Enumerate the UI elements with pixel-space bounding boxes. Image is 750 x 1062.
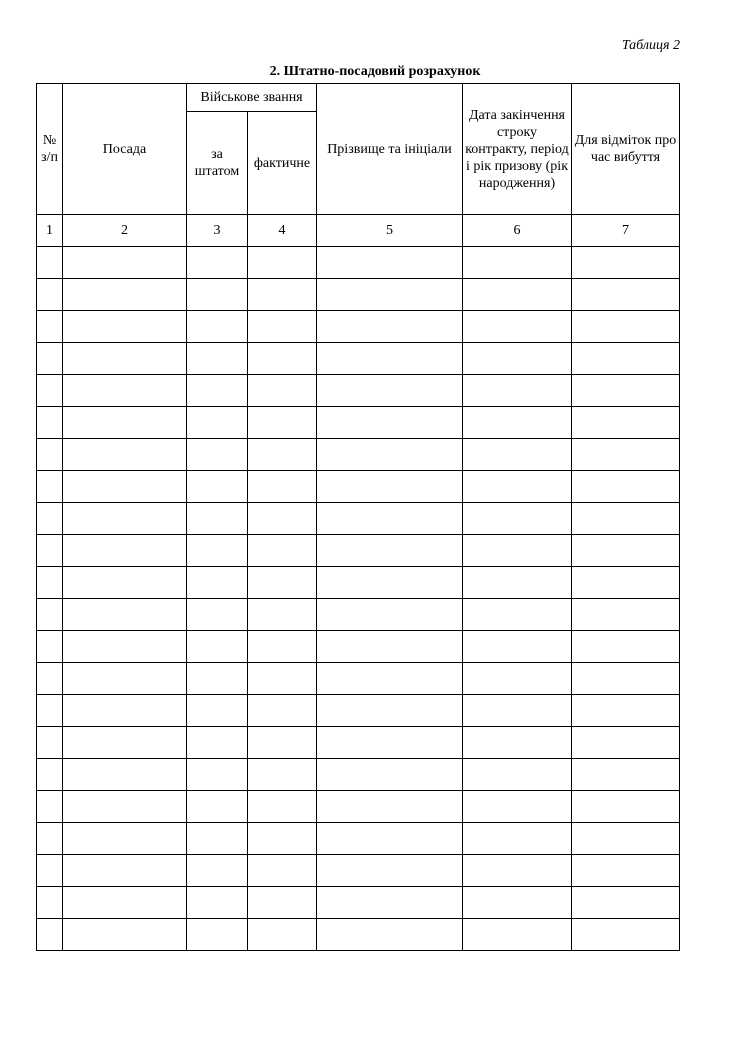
- table-cell: [317, 791, 463, 823]
- table-cell: [37, 471, 63, 503]
- table-cell: [37, 343, 63, 375]
- table-cell: [317, 631, 463, 663]
- table-cell: [463, 375, 572, 407]
- table-cell: [572, 695, 680, 727]
- table-cell: [248, 439, 317, 471]
- table-cell: [63, 791, 187, 823]
- table-cell: [317, 375, 463, 407]
- table-cell: [317, 823, 463, 855]
- table-cell: [187, 503, 248, 535]
- table-cell: [248, 343, 317, 375]
- table-cell: [463, 279, 572, 311]
- table-cell: [63, 599, 187, 631]
- table-cell: [63, 247, 187, 279]
- table-cell: [248, 695, 317, 727]
- table-row: [37, 887, 680, 919]
- table-cell: [63, 567, 187, 599]
- table-cell: [572, 855, 680, 887]
- column-number: 4: [248, 215, 317, 247]
- table-cell: [317, 695, 463, 727]
- table-cell: [317, 919, 463, 951]
- table-cell: [187, 791, 248, 823]
- table-cell: [37, 311, 63, 343]
- col-header-departure: Для відміток про час вибуття: [572, 84, 680, 215]
- column-number: 7: [572, 215, 680, 247]
- table-cell: [187, 343, 248, 375]
- table-cell: [37, 695, 63, 727]
- column-number: 6: [463, 215, 572, 247]
- table-cell: [187, 567, 248, 599]
- table-cell: [317, 727, 463, 759]
- table-cell: [37, 503, 63, 535]
- table-cell: [37, 599, 63, 631]
- table-cell: [317, 503, 463, 535]
- table-row: [37, 535, 680, 567]
- table-cell: [248, 311, 317, 343]
- table-cell: [572, 247, 680, 279]
- table-cell: [187, 823, 248, 855]
- table-cell: [463, 919, 572, 951]
- table-cell: [572, 311, 680, 343]
- column-number: 3: [187, 215, 248, 247]
- table-cell: [63, 407, 187, 439]
- table-cell: [187, 855, 248, 887]
- table-cell: [317, 535, 463, 567]
- table-cell: [37, 663, 63, 695]
- table-cell: [317, 471, 463, 503]
- table-row: [37, 599, 680, 631]
- table-row: [37, 663, 680, 695]
- table-cell: [463, 791, 572, 823]
- table-cell: [463, 759, 572, 791]
- table-body: [37, 215, 680, 951]
- table-cell: [572, 631, 680, 663]
- table-row: [37, 567, 680, 599]
- table-cell: [37, 855, 63, 887]
- table-cell: [248, 823, 317, 855]
- table-cell: [463, 311, 572, 343]
- col-header-rank-actual: фактичне: [248, 112, 317, 215]
- table-cell: [463, 439, 572, 471]
- table-cell: [63, 823, 187, 855]
- table-cell: [187, 471, 248, 503]
- table-cell: [463, 503, 572, 535]
- table-cell: [317, 343, 463, 375]
- table-cell: [63, 759, 187, 791]
- column-number: 5: [317, 215, 463, 247]
- table-cell: [572, 471, 680, 503]
- table-cell: [572, 343, 680, 375]
- table-cell: [572, 375, 680, 407]
- table-cell: [63, 887, 187, 919]
- table-cell: [37, 567, 63, 599]
- table-cell: [248, 631, 317, 663]
- table-row: [37, 919, 680, 951]
- table-row: [37, 407, 680, 439]
- table-cell: [63, 439, 187, 471]
- table-cell: [463, 887, 572, 919]
- table-cell: [572, 663, 680, 695]
- table-cell: [248, 727, 317, 759]
- table-cell: [37, 247, 63, 279]
- table-cell: [37, 439, 63, 471]
- table-cell: [187, 311, 248, 343]
- table-cell: [463, 631, 572, 663]
- table-row: [37, 311, 680, 343]
- table-row: [37, 823, 680, 855]
- table-row: [37, 759, 680, 791]
- table-cell: [317, 279, 463, 311]
- table-cell: [572, 791, 680, 823]
- table-cell: [248, 247, 317, 279]
- table-cell: [572, 599, 680, 631]
- table-cell: [463, 727, 572, 759]
- table-cell: [187, 727, 248, 759]
- table-cell: [187, 599, 248, 631]
- table-cell: [37, 535, 63, 567]
- table-cell: [572, 503, 680, 535]
- table-cell: [248, 919, 317, 951]
- table-cell: [187, 279, 248, 311]
- page-title: 2. Штатно-посадовий розрахунок: [269, 64, 481, 79]
- table-cell: [187, 631, 248, 663]
- table-cell: [463, 247, 572, 279]
- table-cell: [37, 727, 63, 759]
- table-cell: [63, 855, 187, 887]
- table-row: [37, 375, 680, 407]
- table-cell: [572, 535, 680, 567]
- table-cell: [63, 535, 187, 567]
- table-cell: [572, 567, 680, 599]
- table-cell: [572, 887, 680, 919]
- table-row: [37, 247, 680, 279]
- table-cell: [463, 823, 572, 855]
- table-cell: [248, 791, 317, 823]
- table-row: [37, 471, 680, 503]
- table-cell: [317, 439, 463, 471]
- table-row: [37, 439, 680, 471]
- table-cell: [572, 919, 680, 951]
- table-cell: [187, 535, 248, 567]
- table-cell: [317, 599, 463, 631]
- table-cell: [248, 279, 317, 311]
- table-cell: [317, 759, 463, 791]
- table-cell: [317, 663, 463, 695]
- table-cell: [463, 599, 572, 631]
- col-header-military-rank: Військове звання: [187, 84, 317, 112]
- table-cell: [63, 375, 187, 407]
- table-cell: [248, 375, 317, 407]
- col-header-number: № з/п: [37, 84, 63, 215]
- table-cell: [463, 471, 572, 503]
- table-cell: [248, 599, 317, 631]
- table-cell: [187, 663, 248, 695]
- staffing-table: [36, 83, 680, 951]
- table-row: [37, 855, 680, 887]
- table-row: [37, 695, 680, 727]
- table-cell: [187, 247, 248, 279]
- table-cell: [63, 343, 187, 375]
- table-cell: [463, 535, 572, 567]
- table-cell: [572, 439, 680, 471]
- table-cell: [572, 279, 680, 311]
- column-number: 2: [63, 215, 187, 247]
- table-cell: [248, 471, 317, 503]
- table-cell: [317, 247, 463, 279]
- table-cell: [37, 919, 63, 951]
- table-cell: [37, 887, 63, 919]
- table-cell: [63, 663, 187, 695]
- table-cell: [187, 375, 248, 407]
- table-cell: [463, 567, 572, 599]
- table-cell: [463, 855, 572, 887]
- table-cell: [187, 919, 248, 951]
- table-cell: [37, 791, 63, 823]
- table-cell: [37, 279, 63, 311]
- table-cell: [63, 695, 187, 727]
- table-cell: [63, 503, 187, 535]
- table-cell: [317, 567, 463, 599]
- table-cell: [248, 887, 317, 919]
- table-row: [37, 791, 680, 823]
- table-cell: [317, 311, 463, 343]
- table-cell: [248, 503, 317, 535]
- table-cell: [572, 727, 680, 759]
- table-cell: [187, 695, 248, 727]
- table-cell: [187, 407, 248, 439]
- table-cell: [463, 343, 572, 375]
- table-row: [37, 631, 680, 663]
- table-cell: [572, 823, 680, 855]
- table-cell: [187, 759, 248, 791]
- table-cell: [63, 471, 187, 503]
- table-cell: [317, 407, 463, 439]
- table-cell: [63, 919, 187, 951]
- table-cell: [37, 823, 63, 855]
- column-number-row: [37, 215, 680, 247]
- col-header-rank-by-staff: за штатом: [187, 112, 248, 215]
- table-cell: [248, 407, 317, 439]
- table-cell: [572, 759, 680, 791]
- col-header-position: Посада: [63, 84, 187, 215]
- table-cell: [317, 887, 463, 919]
- column-number: 1: [37, 215, 63, 247]
- table-cell: [63, 727, 187, 759]
- table-cell: [248, 759, 317, 791]
- table-cell: [463, 695, 572, 727]
- table-cell: [248, 567, 317, 599]
- col-header-name: Прізвище та ініціали: [317, 84, 463, 215]
- table-cell: [317, 855, 463, 887]
- table-cell: [37, 759, 63, 791]
- table-number-label: Таблиця 2: [621, 38, 680, 53]
- table-cell: [463, 407, 572, 439]
- table-cell: [37, 407, 63, 439]
- table-cell: [248, 855, 317, 887]
- table-cell: [248, 535, 317, 567]
- table-row: [37, 503, 680, 535]
- table-cell: [63, 279, 187, 311]
- table-cell: [37, 375, 63, 407]
- table-cell: [463, 663, 572, 695]
- table-row: [37, 343, 680, 375]
- table-cell: [187, 439, 248, 471]
- table-cell: [63, 631, 187, 663]
- col-header-contract: Дата закінчення строку контракту, період і рік призову (рік народження): [463, 84, 572, 215]
- table-cell: [37, 631, 63, 663]
- table-row: [37, 279, 680, 311]
- table-cell: [572, 407, 680, 439]
- table-cell: [63, 311, 187, 343]
- table-row: [37, 727, 680, 759]
- table-cell: [248, 663, 317, 695]
- table-cell: [187, 887, 248, 919]
